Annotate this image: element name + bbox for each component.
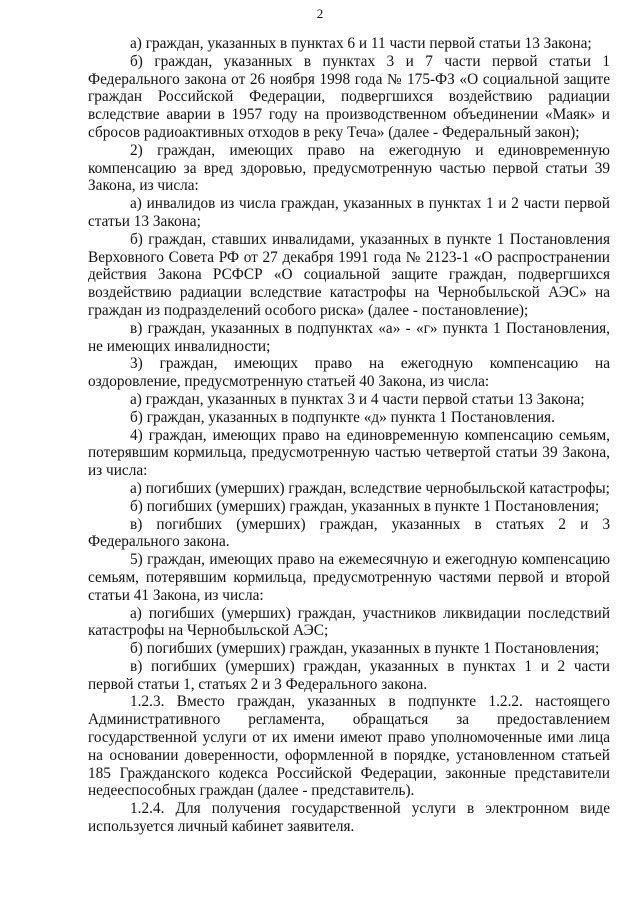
paragraph-2: 2) граждан, имеющих право на ежегодную и единовременную компенсацию за вред здоровью, предусмотренную частью первой статьи 39 Закона, из числа: bbox=[88, 141, 610, 195]
paragraph-5v: в) погибших (умерших) граждан, указанных в пунктах 1 и 2 части первой статьи 1, статьях 2 и 3 Федерального закона. bbox=[88, 657, 610, 693]
paragraph-5: 5) граждан, имеющих право на ежемесячную и ежегодную компенсацию семьям, потерявшим кормильца, предусмотренную частями первой и второй статьи 41 Закона, из числа: bbox=[88, 551, 610, 604]
paragraph-1-2-3: 1.2.3. Вместо граждан, указанных в подпункте 1.2.2. настоящего Административного регламента, обращаться за предоставлением государственной услуги от их имени имеют право уполномоченные ими лица на основании доверенности, оформленной в порядке, установленном статьей 185 Гражданского кодекса Российской Федерации, законные представители недееспособных граждан (далее - представитель). bbox=[88, 693, 610, 800]
paragraph-3a: а) граждан, указанных в пунктах 3 и 4 части первой статьи 13 Закона; bbox=[130, 390, 585, 408]
paragraph-1b: б) граждан, указанных в пунктах 3 и 7 части первой статьи 1 Федерального закона от 26 ноября 1998 года № 175-ФЗ «О социальной защите граждан Российской Федерации, подвергшихся воздействию радиации вследствие аварии в 1957 году на производственном объединении «Маяк» и сбросов радиоактивных отходов в реку Теча» (далее - Федеральный закон); bbox=[88, 52, 610, 141]
paragraph-4a: а) погибших (умерших) граждан, вследствие чернобыльской катастрофы; bbox=[130, 479, 610, 497]
paragraph-2v: в) граждан, указанных в подпунктах «а» - «г» пункта 1 Постановления, не имеющих инвалидности; bbox=[88, 319, 610, 355]
paragraph-3b: б) граждан, указанных в подпункте «д» пункта 1 Постановления. bbox=[130, 408, 555, 426]
paragraph-5a: а) погибших (умерших) граждан, участников ликвидации последствий катастрофы на Чернобыльской АЭС; bbox=[88, 604, 610, 640]
paragraph-1a: а) граждан, указанных в пунктах 6 и 11 части первой статьи 13 Закона; bbox=[130, 35, 592, 52]
paragraph-1-2-4: 1.2.4. Для получения государственной услуги в электронном виде используется личный кабинет заявителя. bbox=[88, 800, 610, 836]
page-number: 2 bbox=[316, 6, 324, 21]
paragraph-5b: б) погибших (умерших) граждан, указанных в пункте 1 Постановления; bbox=[130, 640, 600, 658]
paragraph-4b: б) погибших (умерших) граждан, указанных в пункте 1 Постановления; bbox=[130, 497, 600, 515]
paragraph-4v: в) погибших (умерших) граждан, указанных в статьях 2 и 3 Федерального закона. bbox=[88, 515, 610, 551]
paragraph-3: 3) граждан, имеющих право на ежегодную компенсацию на оздоровление, предусмотренную статьей 40 Закона, из числа: bbox=[88, 355, 610, 391]
paragraph-2a: а) инвалидов из числа граждан, указанных в пунктах 1 и 2 части первой статьи 13 Закона; bbox=[88, 195, 610, 230]
paragraph-2b: б) граждан, ставших инвалидами, указанных в пункте 1 Постановления Верховного Совета РФ от 27 декабря 1991 года № 2123-1 «О распространении действия Закона РСФСР «О социальной защите граждан, подвергшихся воздействию радиации вследствие катастрофы на Чернобыльской АЭС» на граждан из подразделений особого риска» (далее - постановление); bbox=[88, 230, 610, 319]
paragraph-4: 4) граждан, имеющих право на единовременную компенсацию семьям, потерявшим кормильца, предусмотренную частью четвертой статьи 39 Закона, из числа: bbox=[88, 426, 610, 480]
document-body bbox=[88, 35, 610, 836]
